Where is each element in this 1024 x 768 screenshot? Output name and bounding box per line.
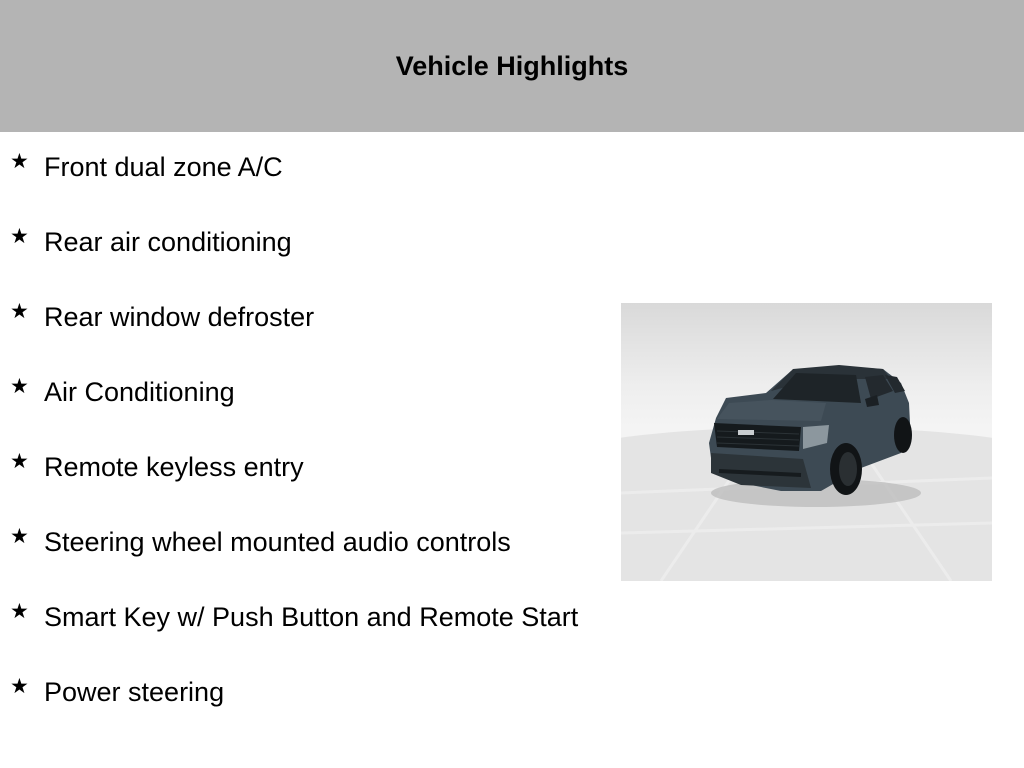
star-icon: ★ xyxy=(10,675,29,698)
star-icon: ★ xyxy=(10,300,29,323)
highlight-text: Power steering xyxy=(44,677,225,707)
list-item xyxy=(10,300,590,335)
list-item xyxy=(10,600,590,635)
star-icon: ★ xyxy=(10,600,29,623)
list-item xyxy=(10,375,590,410)
page-title: Vehicle Highlights xyxy=(395,50,629,81)
brand-logo xyxy=(738,430,754,435)
list-item xyxy=(10,675,590,710)
star-icon: ★ xyxy=(10,225,29,248)
highlight-text: Rear window defroster xyxy=(44,302,315,332)
suv-illustration xyxy=(621,303,992,581)
highlight-text: Rear air conditioning xyxy=(44,227,292,257)
highlight-text: Air Conditioning xyxy=(44,377,235,407)
highlight-text: Front dual zone A/C xyxy=(44,152,283,182)
highlight-text: Smart Key w/ Push Button and Remote Start xyxy=(44,602,579,632)
list-item xyxy=(10,225,590,260)
star-icon: ★ xyxy=(10,525,29,548)
header-bar xyxy=(0,0,1024,132)
highlights-list xyxy=(10,150,590,750)
star-icon: ★ xyxy=(10,450,29,473)
star-icon: ★ xyxy=(10,375,29,398)
list-item xyxy=(10,525,590,560)
highlight-text: Remote keyless entry xyxy=(44,452,304,482)
star-icon: ★ xyxy=(10,150,29,173)
highlight-text: Steering wheel mounted audio controls xyxy=(44,527,511,557)
list-item xyxy=(10,450,590,485)
rear-wheel xyxy=(894,417,912,453)
vehicle-photo xyxy=(621,303,992,581)
list-item xyxy=(10,150,590,185)
